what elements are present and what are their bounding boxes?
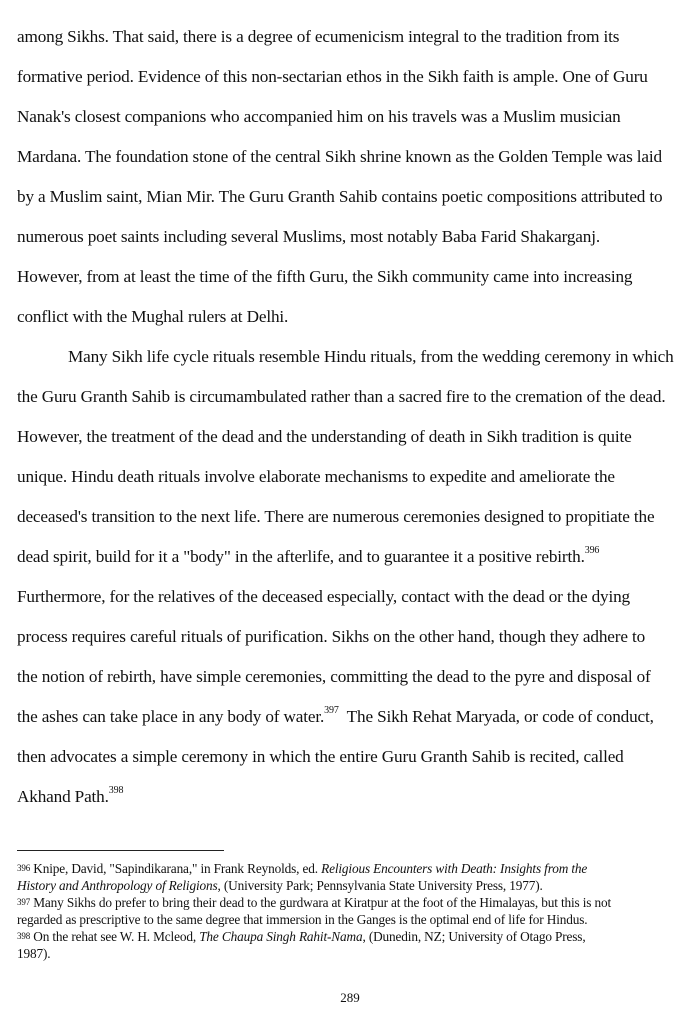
- footnote-number: 396: [17, 863, 31, 873]
- body-line: conflict with the Mughal rulers at Delhi.: [17, 307, 289, 326]
- body-line: Furthermore, for the relatives of the deceased especially, contact with the dead or the dying: [17, 587, 630, 606]
- footnote-separator: [17, 850, 224, 851]
- book-title: Religious Encounters with Death: Insights from the: [321, 861, 588, 876]
- body-line: However, from at least the time of the fifth Guru, the Sikh community came into increasing: [17, 267, 633, 286]
- book-title: The Chaupa Singh Rahit-Nama: [199, 929, 363, 944]
- body-line: the Guru Granth Sahib is circumambulated rather than a sacred fire to the cremation of the dead.: [17, 387, 666, 406]
- footnote-397: 397 Many Sikhs do prefer to bring their dead to the gurdwara at Kiratpur at the foot of the Himalayas, but this is not: [17, 895, 612, 910]
- body-line: formative period. Evidence of this non-sectarian ethos in the Sikh faith is ample. One of Guru: [17, 67, 648, 86]
- body-line: unique. Hindu death rituals involve elaborate mechanisms to expedite and ameliorate the: [17, 467, 615, 486]
- body-line: the ashes can take place in any body of water.$^{397}$ The Sikh Rehat Maryada, or code of conduct,: [17, 705, 654, 726]
- page-number: 289: [340, 990, 360, 1005]
- body-line: among Sikhs. That said, there is a degree of ecumenicism integral to the tradition from its: [17, 27, 620, 46]
- body-line: dead spirit, build for it a "body" in the afterlife, and to guarantee it a positive rebirth.$^{396}$: [17, 545, 600, 566]
- body-line: Nanak's closest companions who accompanied him on his travels was a Muslim musician: [17, 107, 621, 126]
- footnote-396-cont: History and Anthropology of Religions, (University Park; Pennsylvania State University Press, 1977).: [17, 878, 543, 893]
- body-line: However, the treatment of the dead and the understanding of death in Sikh tradition is quite: [17, 427, 632, 446]
- book-title: History and Anthropology of Religions: [17, 878, 218, 893]
- body-line: the notion of rebirth, have simple ceremonies, committing the dead to the pyre and disposal of: [17, 667, 651, 686]
- paragraph-start-line: Many Sikh life cycle rituals resemble Hindu rituals, from the wedding ceremony in which: [68, 347, 674, 366]
- footnote-397-cont: regarded as prescriptive to the same degree that immersion in the Ganges is the optimal end of life for Hindus.: [17, 912, 588, 927]
- footnote-reference-397[interactable]: 397: [324, 705, 339, 717]
- footnote-396: 396 Knipe, David, "Sapindikarana," in Frank Reynolds, ed. Religious Encounters with Death: Insights from the: [17, 861, 588, 876]
- body-line: by a Muslim saint, Mian Mir. The Guru Granth Sahib contains poetic compositions attributed to: [17, 187, 663, 206]
- footnote-reference-398[interactable]: 398: [108, 785, 124, 797]
- body-line: then advocates a simple ceremony in which the entire Guru Granth Sahib is recited, called: [17, 747, 624, 766]
- body-line: deceased's transition to the next life. There are numerous ceremonies designed to propitiate the: [17, 507, 655, 526]
- footnote-398: 398 On the rehat see W. H. Mcleod, The Chaupa Singh Rahit-Nama, (Dunedin, NZ; University of Otago Press,: [17, 929, 586, 944]
- body-line: process requires careful rituals of purification. Sikhs on the other hand, though they adhere to: [17, 627, 646, 646]
- body-line: Mardana. The foundation stone of the central Sikh shrine known as the Golden Temple was laid: [17, 147, 662, 166]
- footnote-number: 398: [17, 931, 31, 941]
- footnote-reference-396[interactable]: 396: [584, 545, 600, 557]
- footnote-number: 397: [17, 897, 31, 907]
- body-line: numerous poet saints including several Muslims, most notably Baba Farid Shakarganj.: [17, 227, 600, 246]
- body-line: Akhand Path.$^{398}$: [17, 785, 124, 806]
- footnote-398-cont: 1987).: [17, 946, 51, 961]
